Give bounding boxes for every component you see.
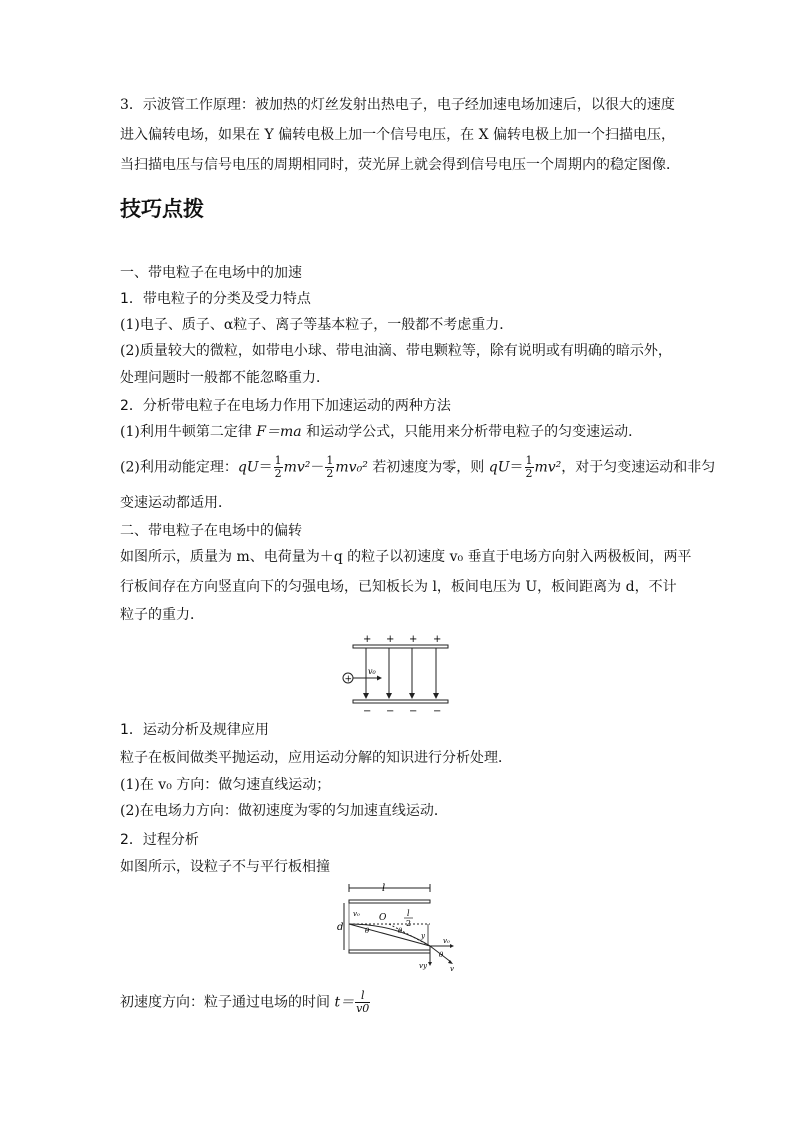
method1-post: 和运动学公式，只能用来分析带电粒子的匀变速运动． bbox=[301, 424, 643, 440]
time-pre: 初速度方向：粒子通过电场的时间 bbox=[120, 994, 335, 1011]
v0-label: v₀ bbox=[368, 667, 376, 676]
minus-sign: − bbox=[386, 706, 395, 715]
method2-mid: 若初速度为零，则 bbox=[367, 459, 489, 476]
method2-post: ，对于匀变速运动和非匀 bbox=[561, 459, 716, 476]
section-heading: 技巧点拨 bbox=[120, 197, 204, 221]
plus-sign: + bbox=[363, 634, 372, 645]
section2-s1-item1: (1)在 v₀ 方向：做匀速直线运动； bbox=[120, 777, 331, 793]
section2-sub1: 1．运动分析及规律应用 bbox=[120, 722, 269, 738]
fraction-half bbox=[525, 455, 534, 480]
para3-line1: 3．示波管工作原理：被加热的灯丝发射出热电子，电子经加速电场加速后，以很大的速度 bbox=[120, 97, 675, 113]
bottom-plate bbox=[353, 700, 448, 703]
minus-sign: − bbox=[409, 706, 418, 715]
section2-intro-line1: 如图所示，质量为 m、电荷量为＋q 的粒子以初速度 v₀ 垂直于电场方向射入两极板间，两平 bbox=[120, 549, 692, 565]
newton-formula: F＝ma bbox=[256, 424, 302, 440]
point-O: O bbox=[379, 913, 387, 923]
section2-intro-line3: 粒子的重力． bbox=[120, 607, 204, 623]
theta-label: θ bbox=[439, 951, 444, 959]
charge-sign: + bbox=[344, 674, 353, 685]
section2-sub2: 2．过程分析 bbox=[120, 832, 199, 848]
frac-den: 2 bbox=[525, 467, 533, 480]
frac-num: 1 bbox=[274, 454, 282, 467]
gap-label: d bbox=[337, 922, 344, 933]
v0-label: v₀ bbox=[353, 910, 360, 918]
para3-line2: 进入偏转电场，如果在 Y 偏转电极上加一个信号电压，在 X 偏转电极上加一个扫描电压， bbox=[120, 127, 676, 143]
half-length-den: 2 bbox=[406, 919, 412, 928]
top-plate bbox=[353, 645, 448, 648]
v-label: v bbox=[450, 965, 454, 973]
method2-line bbox=[120, 454, 716, 480]
method2-line2: 变速运动都适用． bbox=[120, 495, 232, 511]
time-fraction bbox=[355, 990, 370, 1015]
theta-label: θ bbox=[365, 927, 370, 935]
para3-line3: 当扫描电压与信号电压的周期相同时，荧光屏上就会得到信号电压一个周期内的稳定图像． bbox=[120, 157, 680, 173]
formula-eq: ＝ bbox=[258, 459, 273, 476]
section1-item2-line2: 处理问题时一般都不能忽略重力． bbox=[120, 370, 330, 386]
minus-sign: − bbox=[433, 706, 442, 715]
theta-label: θ bbox=[398, 927, 403, 935]
formula-mv02: mv₀² bbox=[335, 459, 368, 476]
section1-sub2: 2．分析带电粒子在电场力作用下加速运动的两种方法 bbox=[120, 398, 451, 414]
vy-label: vy bbox=[419, 962, 427, 970]
frac-den: 2 bbox=[274, 467, 282, 480]
plus-sign: + bbox=[433, 634, 442, 645]
deflection-figure bbox=[335, 880, 465, 975]
section1-item2-line1: (2)质量较大的微粒，如带电小球、带电油滴、带电颗粒等，除有说明或有明确的暗示外， bbox=[120, 343, 672, 359]
frac-num: 1 bbox=[525, 454, 533, 467]
half-length-num: l bbox=[407, 909, 410, 918]
chord-line bbox=[349, 924, 430, 946]
section1-title: 一、带电粒子在电场中的加速 bbox=[120, 265, 302, 281]
minus-sign: − bbox=[363, 706, 372, 715]
plus-sign: + bbox=[409, 634, 418, 645]
parallel-plates-figure bbox=[335, 630, 460, 715]
time-formula: t＝ bbox=[334, 994, 355, 1011]
length-label: l bbox=[382, 883, 386, 894]
section2-intro-line2: 行板间存在方向竖直向下的匀强电场，已知板长为 l，板间电压为 U，板间距离为 d，不计 bbox=[120, 579, 677, 595]
section1-sub1: 1．带电粒子的分类及受力特点 bbox=[120, 291, 311, 307]
formula-qU: qU bbox=[488, 459, 510, 476]
section2-title: 二、带电粒子在电场中的偏转 bbox=[120, 523, 302, 539]
y-label: y bbox=[421, 932, 425, 940]
formula-mv2: mv² bbox=[283, 459, 311, 476]
field-lines bbox=[366, 648, 436, 698]
plus-sign: + bbox=[386, 634, 395, 645]
method1-line bbox=[120, 422, 680, 442]
v0-exit-label: v₀ bbox=[443, 937, 450, 945]
section2-s1-item2: (2)在电场力方向：做初速度为零的匀加速直线运动． bbox=[120, 803, 448, 819]
top-plate bbox=[349, 900, 430, 903]
time-num: l bbox=[355, 990, 370, 1003]
field-arrow-heads bbox=[363, 693, 439, 699]
section2-s1-text: 粒子在板间做类平抛运动，应用运动分解的知识进行分析处理． bbox=[120, 750, 512, 766]
time-line bbox=[120, 990, 680, 1015]
velocity-arrow-head bbox=[377, 676, 382, 681]
section1-item1: (1)电子、质子、α粒子、离子等基本粒子，一般都不考虑重力． bbox=[120, 317, 514, 333]
fraction-half bbox=[325, 455, 334, 480]
method1-pre: (1)利用牛顿第二定律 bbox=[120, 424, 257, 440]
formula-minus: － bbox=[310, 459, 325, 476]
formula-mv2: mv² bbox=[534, 459, 562, 476]
frac-num: 1 bbox=[326, 454, 334, 467]
frac-den: 2 bbox=[326, 467, 334, 480]
formula-eq: ＝ bbox=[509, 459, 524, 476]
method2-pre: (2)利用动能定理： bbox=[120, 459, 238, 476]
section2-s2-text: 如图所示，设粒子不与平行板相撞 bbox=[120, 859, 330, 875]
fraction-half bbox=[274, 455, 283, 480]
formula-qU: qU bbox=[237, 459, 259, 476]
bottom-plate bbox=[349, 950, 430, 953]
time-den: v0 bbox=[356, 1002, 370, 1015]
